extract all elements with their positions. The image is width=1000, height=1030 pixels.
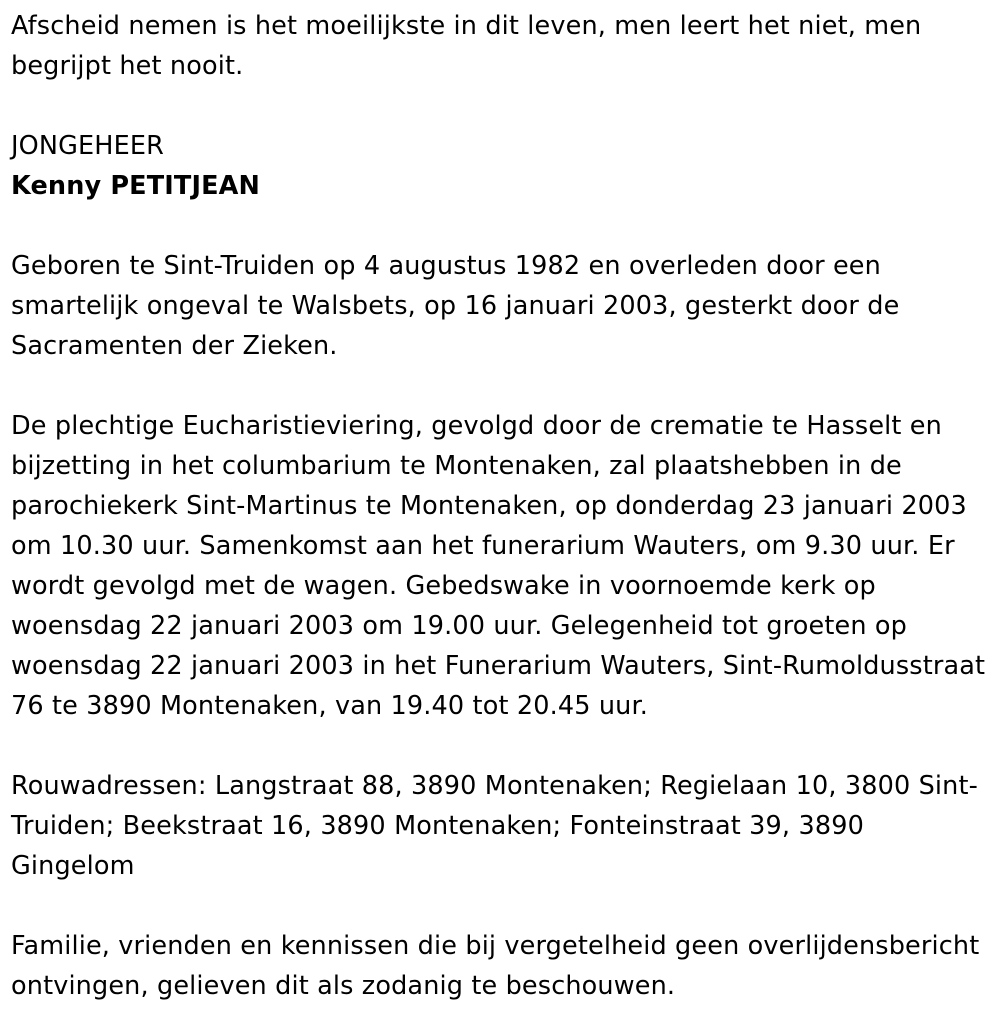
deceased-title: JONGEHEER — [11, 131, 165, 161]
spacer — [11, 206, 991, 246]
opening-quote: Afscheid nemen is het moeilijkste in dit leven, men leert het niet, men begrijpt het nooit. — [11, 11, 922, 81]
obituary-document — [11, 6, 991, 1006]
ceremony-paragraph: De plechtige Eucharistieviering, gevolgd door de crematie te Hasselt en bijzetting in het columbarium te Montenaken, zal plaatshebben in de parochiekerk Sint-Martinus te Montenaken, op donderdag 23 januari 2003 om 10.30 uur. Samenkomst aan het funerarium Wauters, om 9.30 uur. Er wordt gevolgd met de wagen. Gebedswake in voornoemde kerk op woensdag 22 januari 2003 om 19.00 uur. Gelegenheid tot groeten op woensdag 22 januari 2003 in het Funerarium Wauters, Sint-Rumoldusstraat 76 te 3890 Montenaken, van 19.40 tot 20.45 uur. — [11, 411, 986, 721]
closing-note: Familie, vrienden en kennissen die bij vergetelheid geen overlijdensbericht ontvingen, gelieven dit als zodanig te beschouwen. — [11, 931, 980, 1001]
deceased-name: Kenny PETITJEAN — [11, 171, 261, 201]
spacer — [11, 366, 991, 406]
birth-death-paragraph: Geboren te Sint-Truiden op 4 augustus 1982 en overleden door een smartelijk ongeval te Walsbets, op 16 januari 2003, gesterkt door de Sacramenten der Zieken. — [11, 251, 900, 361]
spacer — [11, 886, 991, 926]
spacer — [11, 726, 991, 766]
spacer — [11, 86, 991, 126]
mourning-addresses: Rouwadressen: Langstraat 88, 3890 Montenaken; Regielaan 10, 3800 Sint-Truiden; Beekstraat 16, 3890 Montenaken; Fonteinstraat 39, 3890 Gingelom — [11, 771, 978, 881]
